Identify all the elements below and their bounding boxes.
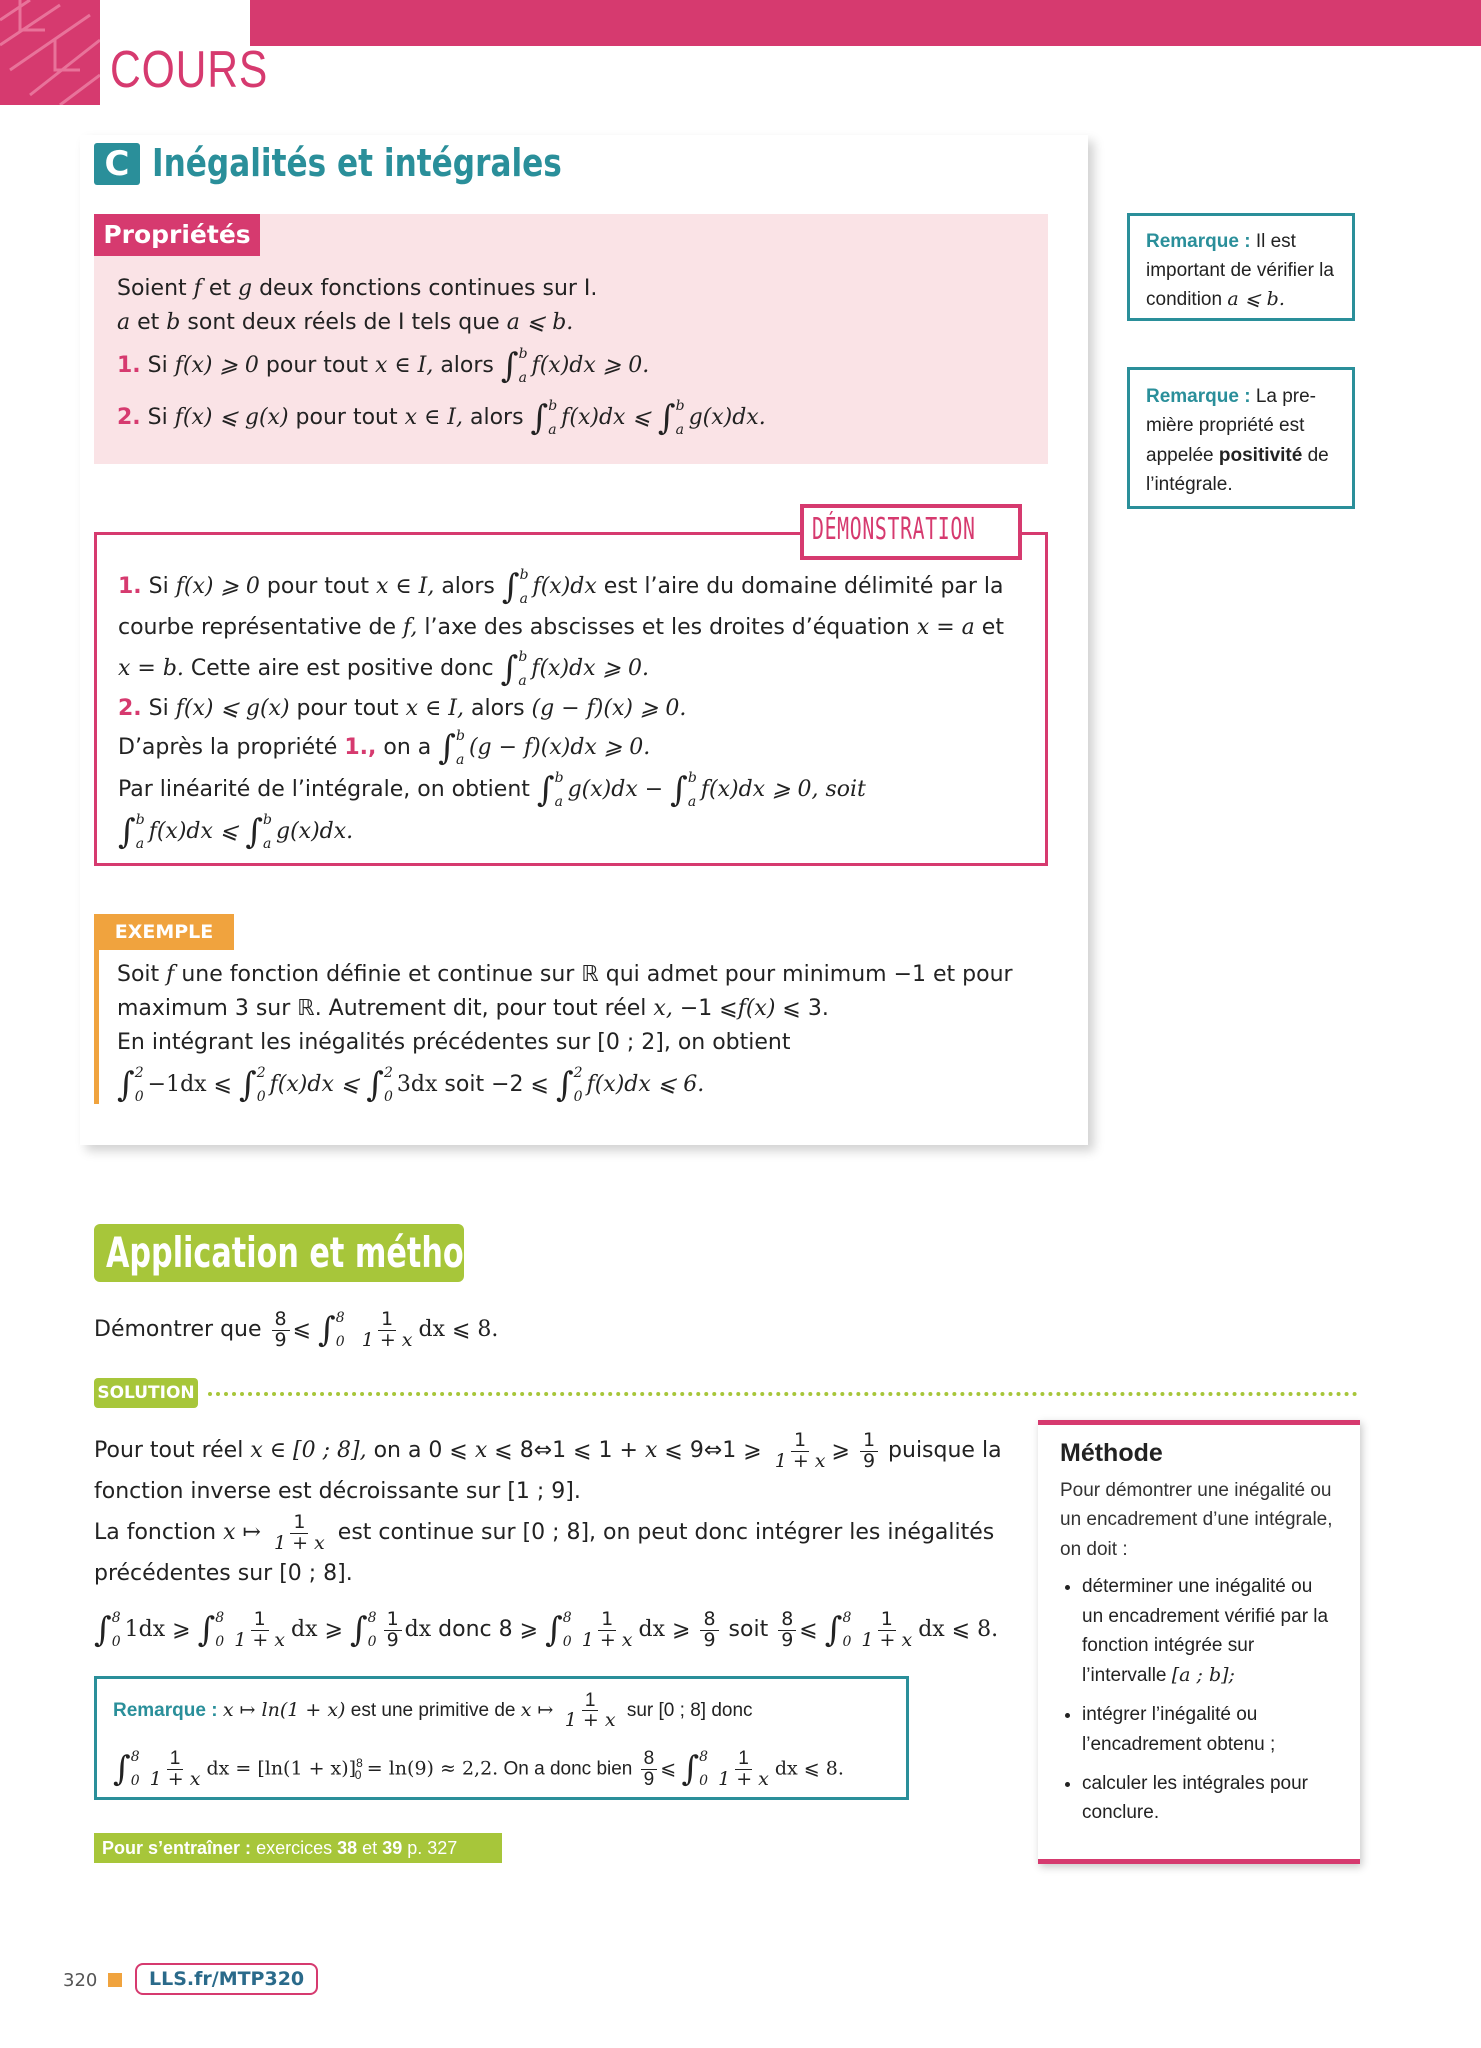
exemple-content: Soit f une fonction définie et continue sur ℝ qui admet pour minimum −1 et pour maximum 3 sur ℝ. Autrement dit, pour tout réel x, −1 ⩽f(x) ⩽ 3. En intégrant les inégalités précédentes sur [0 ; 2], on obtient ∫ 2 0 −1dx ⩽ ∫ 2 0 f(x)dx ⩽ ∫ 2 0 3dx soit −2 ⩽ ∫ 2 0 f(x)dx ⩽ 6. bbox=[117, 962, 1013, 1105]
cours-label: COURS bbox=[110, 41, 269, 99]
remarque-box-2: Remarque : La pre-mière propriété est appelée positivité de l’intégrale. bbox=[1127, 367, 1355, 509]
page-number: 320 bbox=[63, 1970, 98, 1991]
header-pattern bbox=[0, 0, 100, 105]
methode-step-1: • déterminer une inégalité ou un encadrement vérifié par la fonction intégrée sur l’intervalle [a ; b]; bbox=[1082, 1572, 1338, 1690]
header-bar bbox=[250, 0, 1481, 46]
footer-square-icon bbox=[108, 1973, 122, 1987]
methode-title: Méthode bbox=[1060, 1439, 1163, 1467]
methode-step-2: • intégrer l’inégalité ou l’encadrement obtenu ; bbox=[1082, 1700, 1338, 1759]
methode-intro: Pour démontrer une inégalité ou un encadrement d’une intégrale, on doit : bbox=[1060, 1480, 1333, 1560]
integral-icon: ∫ bbox=[500, 346, 519, 386]
footer-link[interactable]: LLS.fr/MTP320 bbox=[135, 1963, 318, 1995]
exemple-tag: EXEMPLE bbox=[94, 914, 234, 950]
application-title: Application et méthode - 5 bbox=[106, 1228, 561, 1277]
section-letter-badge: C bbox=[94, 143, 140, 185]
demonstration-label: DÉMONSTRATION bbox=[812, 512, 976, 547]
solution-content: Pour tout réel x ∈ [0 ; 8], on a 0 ⩽ x ⩽ 8⇔1 ⩽ 1 + x ⩽ 9⇔1 ⩾ $\frac{1}{1 + x}$ ⩾ $\frac{1}{9}$ puisque la fonction inverse est décroissante sur [1 ; 9]. La fonction x ↦ $\frac{1}{1 + x}$ est continue sur [0 ; 8], on peut donc intégrer les inégalités précédentes sur [0 ; 8]. ∫ 8 0 1dx ⩾ ∫ 8 0 $\frac{1}{1 + x}$ dx ⩾ ∫ 8 0 $\frac{1}{9}$ dx donc 8 ⩾ ∫ 8 0 $\frac{1}{1 + x}$ dx ⩾ $\frac{8}{9}$ soit $\frac{8}{9}$ ⩽ ∫ 8 0 $\frac{1}{1 + x}$ dx ⩽ 8. bbox=[94, 1428, 1002, 1651]
entrainer-bar[interactable]: Pour s’entraîner : exercices 38 et 39 p. 327 bbox=[94, 1833, 502, 1863]
remarque-box-3: Remarque : x ↦ ln(1 + x) est une primitive de x ↦ $\frac{1}{1 + x}$ sur [0 ; 8] donc ∫ 8 0 $\frac{1}{1 + x}$ dx = $[\ln(1 + x)]^8_0 = \ln(9) \approx 2,2$. On a donc bien $\frac{8}{9}$ ⩽ ∫ 8 0 $\frac{1}{1 + x}$ dx ⩽ 8. bbox=[94, 1676, 909, 1800]
remarque-box-1: Remarque : Il est important de vérifier la condition a ⩽ b. bbox=[1127, 213, 1355, 321]
proprietes-tag: Propriétés bbox=[94, 214, 260, 256]
methode-box bbox=[1038, 1420, 1360, 1864]
application-statement: Démontrer que $\frac{8}{9}$ ⩽ ∫ 8 0 $\frac{1}{1 + x}$ dx ⩽ 8. bbox=[94, 1307, 499, 1351]
section-title: Inégalités et intégrales bbox=[152, 141, 562, 185]
proprietes-content: Soient f et g deux fonctions continues sur I. a et b sont deux réels de I tels que a ⩽ b. 1. Si f(x) ⩾ 0 pour tout x ∈ I, alors ∫ b a f(x)dx ⩾ 0. 2. Si f(x) ⩽ g(x) pour tout x ∈ I, alors ∫ b a f(x)dx ⩽ ∫ b a g(x)dx. bbox=[117, 276, 766, 438]
methode-step-3: • calculer les intégrales pour conclure. bbox=[1082, 1769, 1338, 1828]
demonstration-content: 1. Si f(x) ⩾ 0 pour tout x ∈ I, alors ∫ b a f(x)dx est l’aire du domaine délimité par la courbe représentative de f, l’axe des abscisses et les droites d’équation x = a et x = b. Cette aire est positive donc ∫ b a f(x)dx ⩾ 0. 2. Si f(x) ⩽ g(x) pour tout x ∈ I, alors (g − f)(x) ⩾ 0. D’après la propriété 1., on a ∫ b a (g − f)(x)dx ⩾ 0. Par linéarité de l’intégrale, on obtient ∫ b a g(x)dx − ∫ b a f(x)dx ⩾ 0, soit ∫ b a f(x)dx ⩽ ∫ b a g(x)dx. bbox=[118, 567, 1004, 852]
solution-tag: SOLUTION bbox=[94, 1378, 198, 1408]
solution-dotted-line bbox=[208, 1392, 1358, 1396]
